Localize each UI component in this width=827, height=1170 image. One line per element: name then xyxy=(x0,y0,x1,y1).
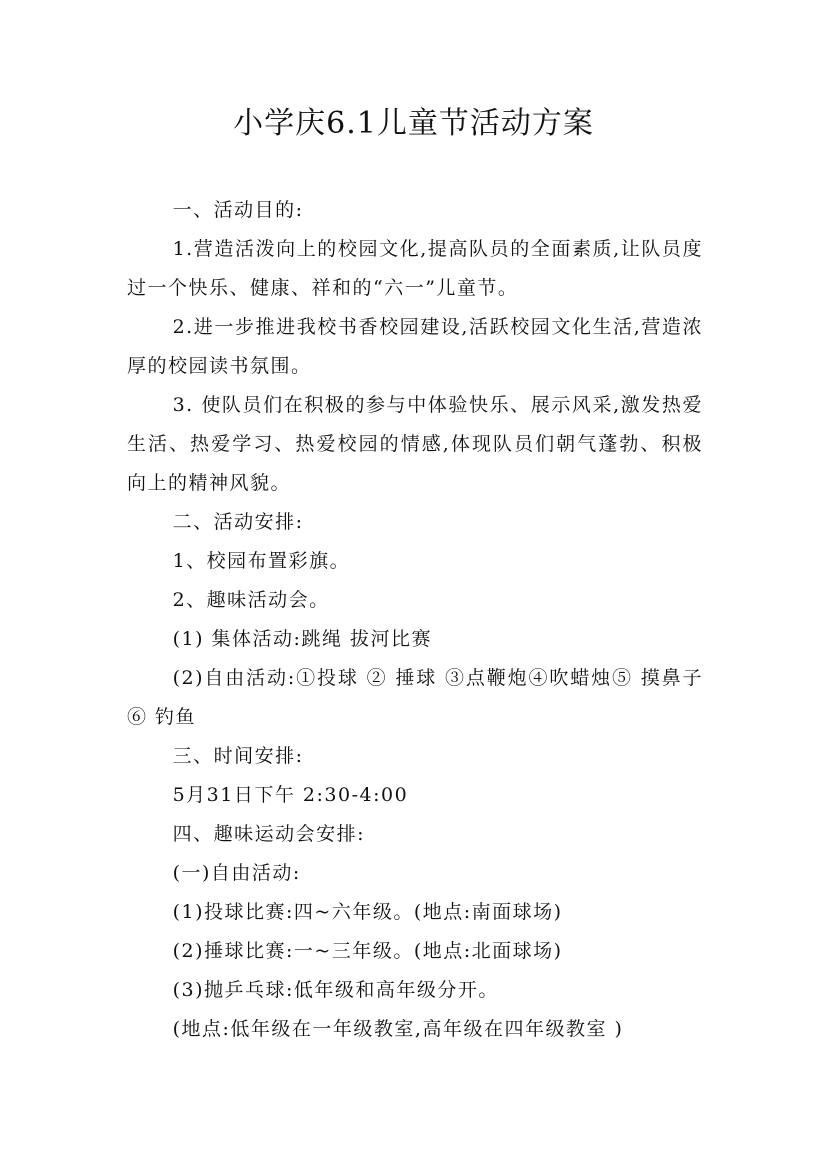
games-item-3-location: (地点:低年级在一年级教室,高年级在四年级教室 ) xyxy=(172,1018,624,1040)
games-subheading-free: (一)自由活动: xyxy=(172,862,301,884)
document-title: 小学庆6.1儿童节活动方案 xyxy=(233,106,594,141)
section-heading-purpose: 一、活动目的: xyxy=(172,199,304,221)
purpose-item-3: 3. 使队员们在积极的参与中体验快乐、展示风采,激发热爱生活、热爱学习、热爱校园的情感,体现队员们朝气蓬勃、积极向上的精神风貌。 xyxy=(127,394,703,494)
arrangement-item-2: 2、趣味活动会。 xyxy=(172,589,330,611)
purpose-item-2: 2.进一步推进我校书香校园建设,活跃校园文化生活,营造浓厚的校园读书氛围。 xyxy=(127,316,703,377)
arrangement-subitem-1: (1) 集体活动:跳绳 拔河比赛 xyxy=(172,628,432,650)
games-item-3: (3)抛乒乓球:低年级和高年级分开。 xyxy=(172,979,499,1001)
games-item-2: (2)捶球比赛:一~三年级。(地点:北面球场) xyxy=(172,940,563,962)
purpose-item-1: 1.营造活泼向上的校园文化,提高队员的全面素质,让队员度过一个快乐、健康、祥和的“六一”儿童节。 xyxy=(127,238,703,299)
section-heading-games: 四、趣味运动会安排: xyxy=(172,823,365,845)
games-item-1: (1)投球比赛:四~六年级。(地点:南面球场) xyxy=(172,901,563,923)
document-body xyxy=(127,191,703,1049)
arrangement-subitem-2: (2)自由活动:①投球 ② 捶球 ③点鞭炮④吹蜡烛⑤ 摸鼻子⑥ 钓鱼 xyxy=(127,667,703,728)
section-heading-arrangement: 二、活动安排: xyxy=(172,511,304,533)
time-detail: 5月31日下午 2:30-4:00 xyxy=(172,784,409,806)
arrangement-item-1: 1、校园布置彩旗。 xyxy=(172,550,351,572)
section-heading-time: 三、时间安排: xyxy=(172,745,304,767)
